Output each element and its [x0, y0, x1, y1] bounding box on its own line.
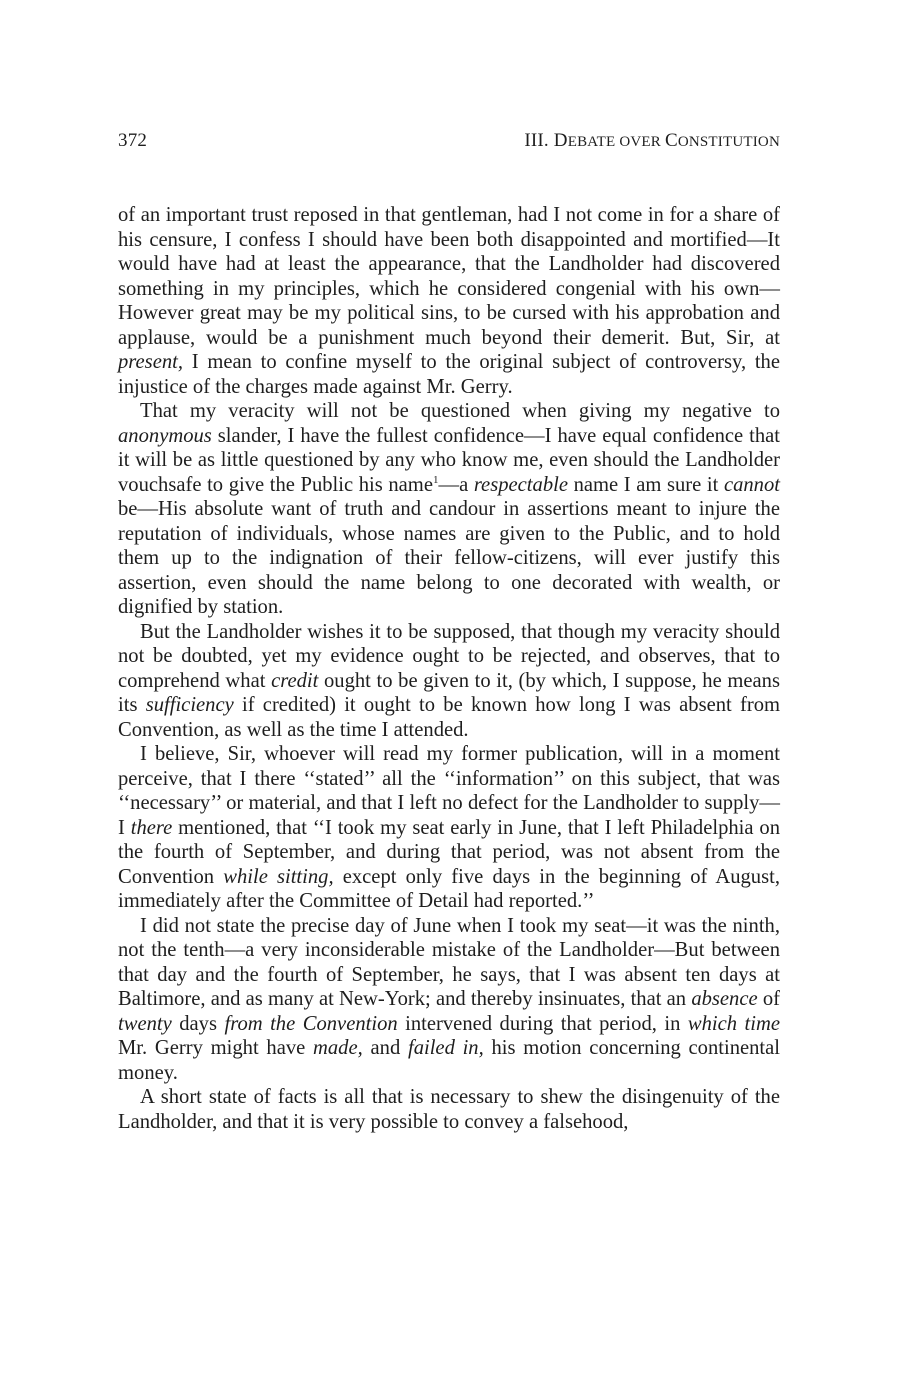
- italic-text: made,: [313, 1037, 363, 1059]
- running-head-smallcaps: ONSTITUTION: [677, 134, 780, 150]
- footnote-marker: 1: [432, 473, 439, 486]
- italic-text: present,: [118, 351, 184, 373]
- italic-text: respectable: [473, 473, 568, 496]
- text-run: intervened during that period, in: [397, 1012, 688, 1035]
- paragraph: [118, 203, 780, 399]
- paragraph: [118, 914, 780, 1086]
- text-run: That my veracity will not be questioned when giving my negative to: [140, 400, 780, 422]
- italic-text: failed in,: [407, 1037, 484, 1059]
- running-head: [524, 130, 780, 152]
- running-head-initial: III. D: [524, 130, 568, 151]
- running-head-initial: C: [664, 130, 678, 151]
- italic-text: while sitting,: [223, 865, 334, 888]
- italic-text: twenty: [118, 1012, 172, 1035]
- italic-text: credit: [271, 669, 319, 692]
- italic-text: there: [130, 816, 173, 839]
- italic-text: anonymous: [118, 424, 212, 447]
- text-run: —a: [438, 473, 474, 496]
- page-number: 372: [118, 130, 148, 151]
- text-run: name I am sure it: [567, 473, 724, 496]
- text-run: of an important trust reposed in that gentleman, had I not come in for a share of his censure, I confess I should have been both disappointed and mortified—It would have had at least the appearance, that the Landholder had discovered something in my principles, which he considered congenial with his own—However great may be my political sins, to be cursed with his approbation and applause, would be a punishment much beyond their demerit. But, Sir, at: [118, 204, 780, 349]
- paragraph: [118, 742, 780, 914]
- text-run: I mean to confine myself to the original subject of controversy, the injustice of the charges made against Mr. Gerry.: [118, 351, 780, 398]
- text-run: and: [362, 1037, 408, 1059]
- text-run: mentioned, that ‘‘I took my seat early in June, that I left Philadelphia on the fourth of September, and during that period, was not absent from the Convention: [118, 816, 780, 888]
- text-run: A short state of facts is all that is necessary to shew the disingenuity of the Landholder, and that it is very possible to convey a falsehood,: [118, 1086, 780, 1133]
- text-run: slander, I have the fullest confidence—I have equal confidence that it will be as little questioned by any who know me, even should the Landholder vouchsafe to give the Public his name: [118, 424, 780, 496]
- paragraph: [118, 620, 780, 743]
- italic-text: sufficiency: [145, 694, 234, 716]
- running-head-smallcaps: EBATE OVER: [567, 134, 665, 150]
- page-header: [118, 130, 780, 156]
- text-run: I believe, Sir, whoever will read my former publication, will in a moment perceive, that I there ‘‘stated’’ all the ‘‘information’’ on this subject, that was ‘‘necessary’’ or material, and that I left no defect for the Landholder to supply—I: [118, 743, 780, 839]
- text-run: his motion concerning continental money.: [118, 1037, 781, 1084]
- body-text: [118, 203, 780, 1134]
- text-run: of: [757, 988, 780, 1010]
- text-run: except only five days in the beginning of August, immediately after the Committee of Detail had reported.’’: [118, 865, 780, 912]
- paragraph: [118, 399, 780, 620]
- italic-text: from the Convention: [224, 1012, 398, 1035]
- text-run: be—His absolute want of truth and candour in assertions meant to injure the reputation of individuals, whose names are given to the Public, and to hold them up to the indignation of their fellow-citizens, will ever justify this assertion, even should the name belong to one decorated with wealth, or dignified by station.: [118, 498, 780, 618]
- paragraph: [118, 1085, 780, 1134]
- text-run: ought to be given to it, (by which, I suppose, he means its: [118, 669, 780, 716]
- italic-text: cannot: [723, 473, 781, 496]
- text-run: But the Landholder wishes it to be supposed, that though my veracity should not be doubted, yet my evidence ought to be rejected, and observes, that to comprehend what: [118, 620, 780, 692]
- italic-text: which time: [687, 1012, 780, 1035]
- text-run: Mr. Gerry might have: [118, 1037, 314, 1059]
- italic-text: absence: [691, 988, 758, 1010]
- text-run: if credited) it ought to be known how long I was absent from Convention, as well as the time I attended.: [118, 694, 781, 741]
- text-run: I did not state the precise day of June when I took my seat—it was the ninth, not the tenth—a very inconsiderable mistake of the Landholder—But between that day and the fourth of September, he says, that I was absent ten days at Baltimore, and as many at New-York; and thereby insinuates, that an: [118, 914, 780, 1010]
- text-run: days: [171, 1012, 225, 1035]
